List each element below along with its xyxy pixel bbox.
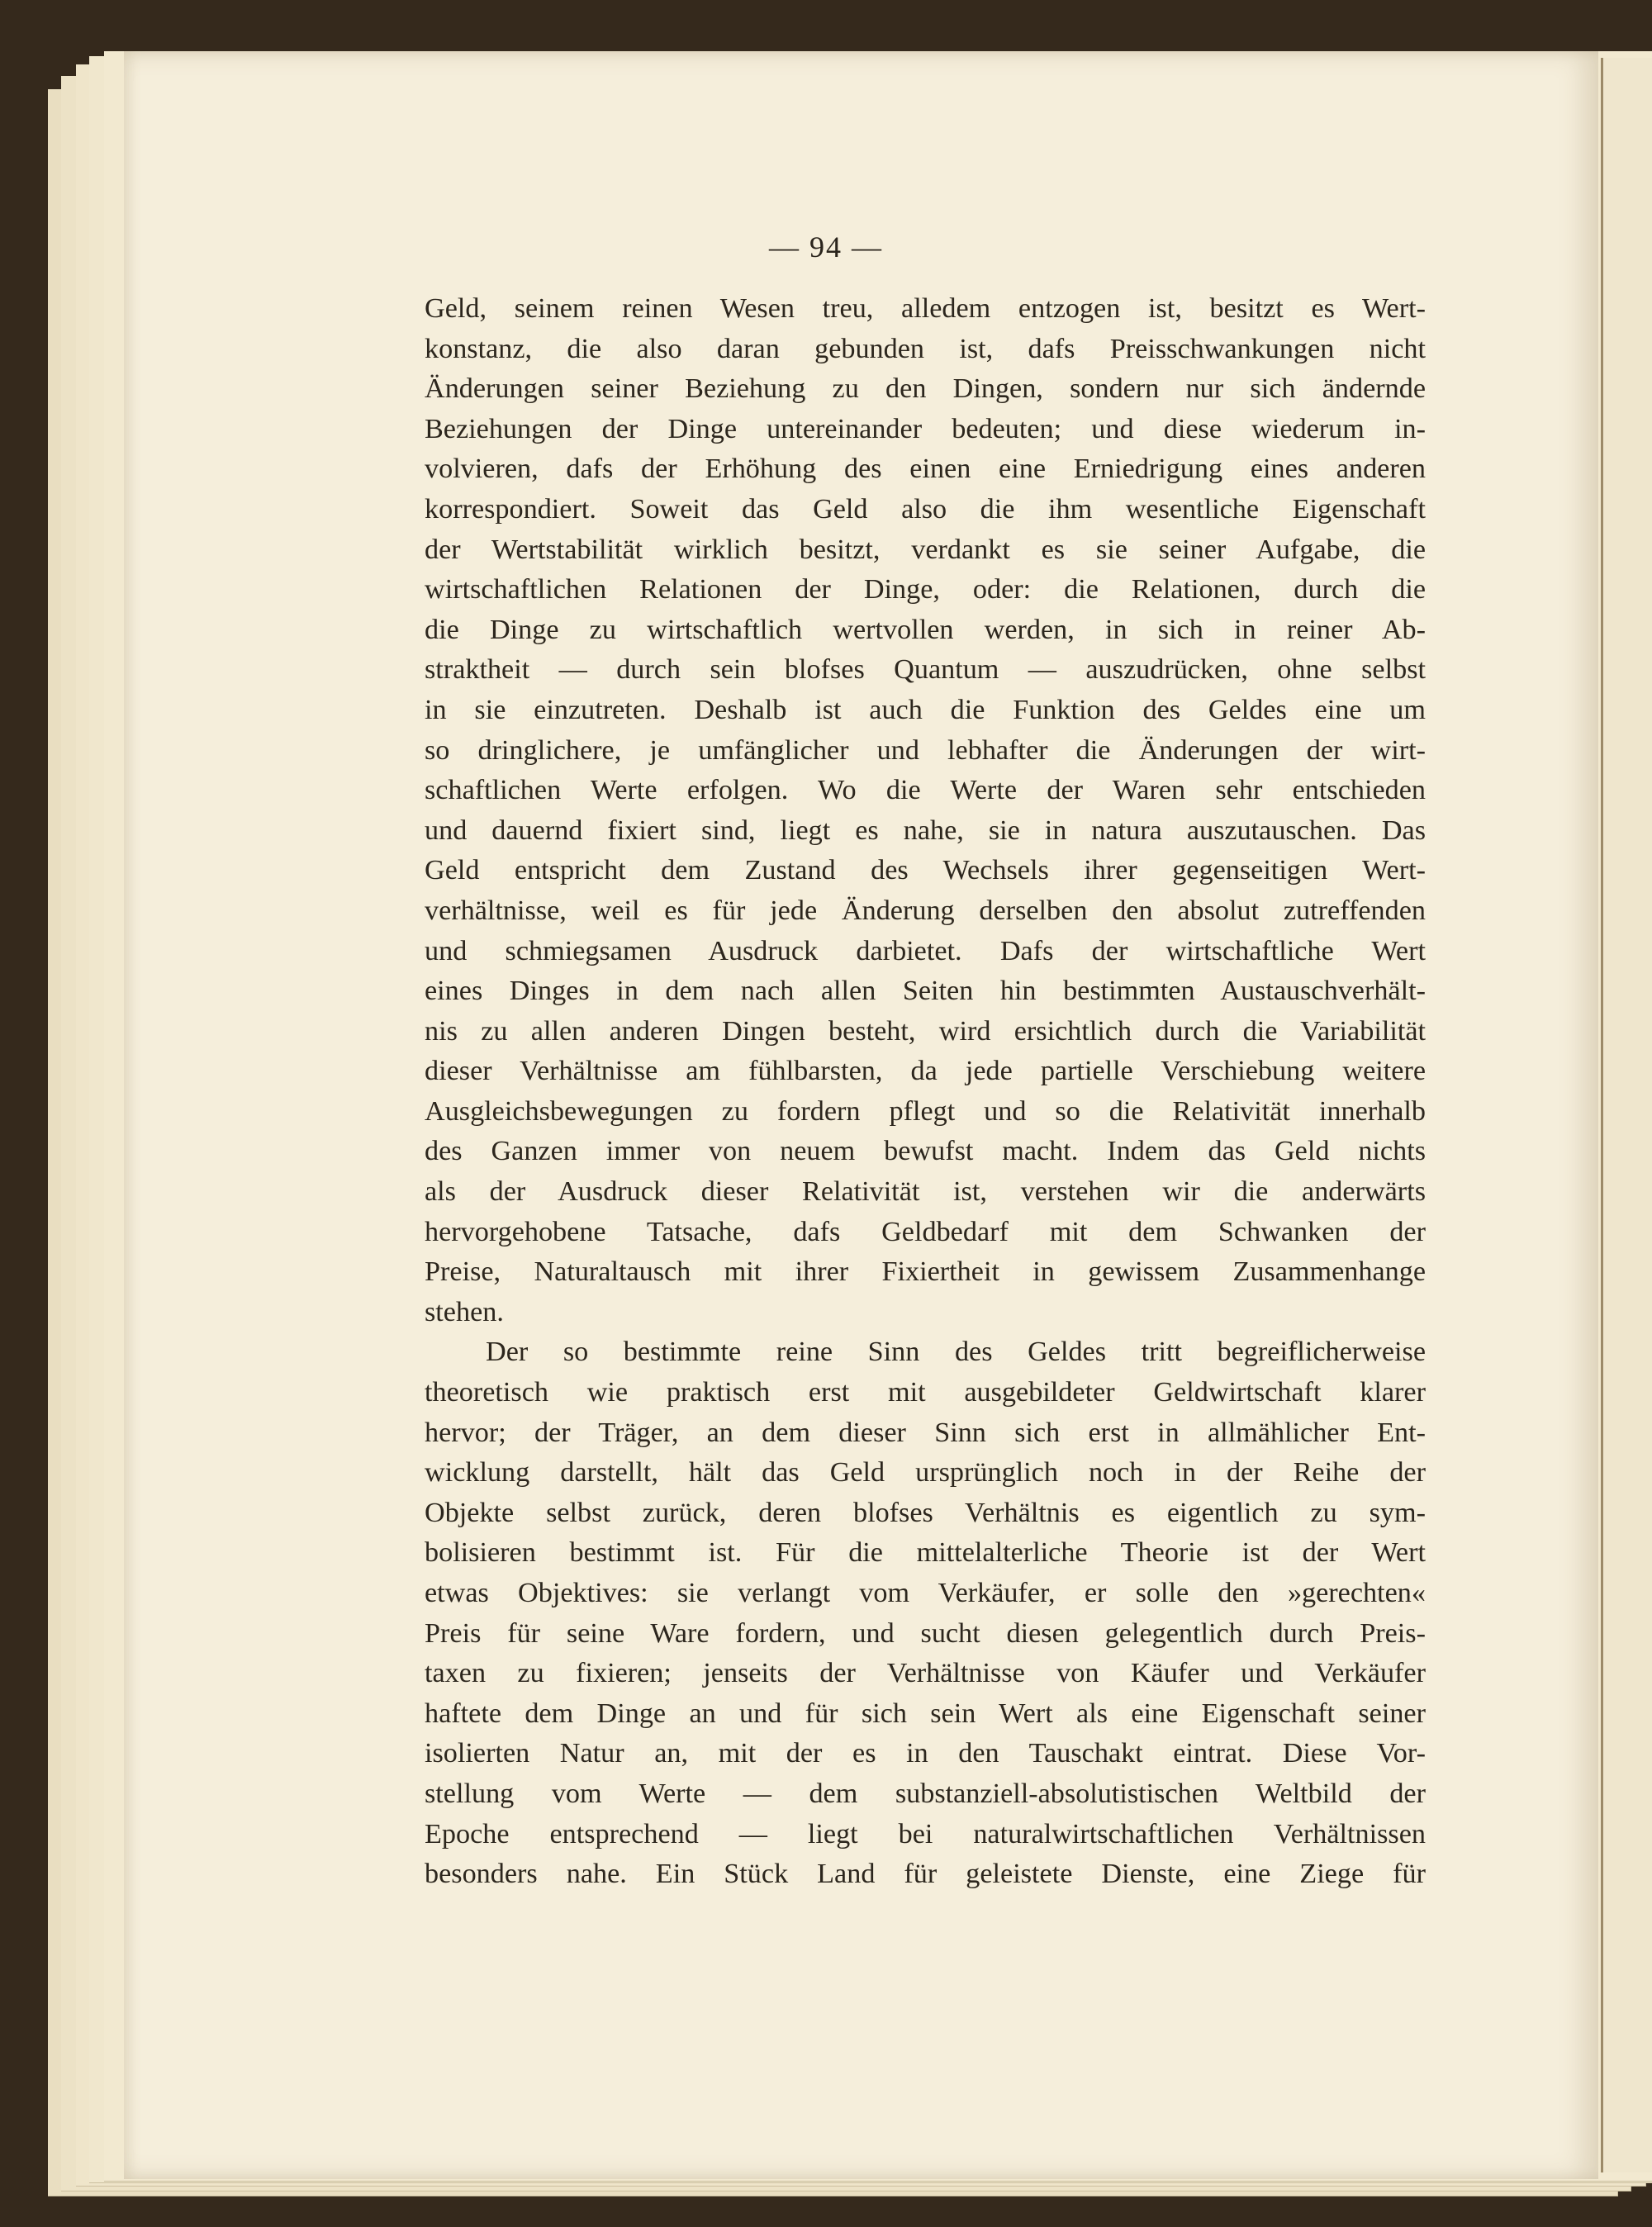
text-line: der Wertstabilität wirklich besitzt, verdankt es sie seiner Aufgabe, die [425, 534, 1426, 565]
text-line: etwas Objektives: sie verlangt vom Verkäufer, er solle den »gerechten« [425, 1578, 1426, 1608]
text-line: wicklung darstellt, hält das Geld ursprünglich noch in der Reihe der [425, 1457, 1426, 1489]
text-line: hervor; der Träger, an dem dieser Sinn sich erst in allmählicher Ent- [425, 1417, 1426, 1448]
text-line: Preise, Naturaltausch mit ihrer Fixiertheit in gewissem Zusammenhange [425, 1256, 1426, 1288]
text-line: des Ganzen immer von neuem bewufst macht. Indem das Geld nichts [425, 1136, 1426, 1167]
text-line: eines Dinges in dem nach allen Seiten hin bestimmten Austauschverhält- [425, 976, 1426, 1007]
text-line: und dauernd fixiert sind, liegt es nahe, sie in natura auszutauschen. Das [425, 814, 1426, 846]
text-line: Epoche entsprechend — liegt bei naturalwirtschaftlichen Verhältnissen [425, 1818, 1426, 1850]
text-line: isolierten Natur an, mit der es in den Tauschakt eintrat. Diese Vor- [425, 1738, 1426, 1769]
text-line: Preis für seine Ware fordern, und sucht diesen gelegentlich durch Preis- [425, 1617, 1426, 1649]
text-line: Objekte selbst zurück, deren blofses Verhältnis es eigentlich zu sym- [425, 1497, 1426, 1528]
text-line: nis zu allen anderen Dingen besteht, wird ersichtlich durch die Variabilität [425, 1015, 1426, 1047]
text-line: Änderungen seiner Beziehung zu den Dingen, sondern nur sich ändernde [425, 373, 1426, 405]
text-line: Geld entspricht dem Zustand des Wechsels ihrer gegenseitigen Wert- [425, 855, 1426, 886]
text-line: wirtschaftlichen Relationen der Dinge, oder: die Relationen, durch die [425, 574, 1426, 605]
text-line: stellung vom Werte — dem substanziell-absolutistischen Weltbild der [425, 1778, 1426, 1809]
text-line: taxen zu fixieren; jenseits der Verhältnisse von Käufer und Verkäufer [425, 1658, 1426, 1689]
text-line: besonders nahe. Ein Stück Land für geleistete Dienste, eine Ziege für [425, 1859, 1426, 1890]
text-line: und schmiegsamen Ausdruck darbietet. Dafs der wirtschaftliche Wert [425, 935, 1426, 966]
text-line: korrespondiert. Soweit das Geld also die ihm wesentliche Eigenschaft [425, 493, 1426, 525]
text-line: in sie einzutreten. Deshalb ist auch die Funktion des Geldes eine um [425, 694, 1426, 725]
text-line: so dringlichere, je umfänglicher und lebhafter die Änderungen der wirt- [425, 734, 1426, 766]
text-line: stehen. [425, 1296, 504, 1327]
text-line: straktheit — durch sein blofses Quantum — auszudrücken, ohne selbst [425, 654, 1426, 686]
text-line: konstanz, die also daran gebunden ist, dafs Preisschwankungen nicht [425, 333, 1426, 364]
text-line: Geld, seinem reinen Wesen treu, alledem entzogen ist, besitzt es Wert- [425, 293, 1426, 324]
text-line: haftete dem Dinge an und für sich sein Wert als eine Eigenschaft seiner [425, 1698, 1426, 1729]
text-line: Ausgleichsbewegungen zu fordern pflegt und so die Relativität innerhalb [425, 1095, 1426, 1127]
text-line: hervorgehobene Tatsache, dafs Geldbedarf mit dem Schwanken der [425, 1216, 1426, 1247]
text-line: volvieren, dafs der Erhöhung des einen eine Erniedrigung eines anderen [425, 453, 1426, 485]
paragraph [425, 289, 1426, 1332]
text-line: als der Ausdruck dieser Relativität ist, verstehen wir die anderwärts [425, 1176, 1426, 1208]
facing-page-edge [1601, 58, 1652, 2172]
text-line: schaftlichen Werte erfolgen. Wo die Werte der Waren sehr entschieden [425, 775, 1426, 806]
text-line: theoretisch wie praktisch erst mit ausgebildeter Geldwirtschaft klarer [425, 1377, 1426, 1408]
text-line: Beziehungen der Dinge untereinander bedeuten; und diese wiederum in- [425, 413, 1426, 444]
text-line: Der so bestimmte reine Sinn des Geldes tritt begreiflicherweise [486, 1337, 1426, 1368]
paragraph [425, 1332, 1426, 1894]
text-line: bolisieren bestimmt ist. Für die mittelalterliche Theorie ist der Wert [425, 1537, 1426, 1569]
page-number: — 94 — [769, 230, 883, 264]
text-line: dieser Verhältnisse am fühlbarsten, da jede partielle Verschiebung weitere [425, 1056, 1426, 1087]
text-line: die Dinge zu wirtschaftlich wertvollen werden, in sich in reiner Ab- [425, 614, 1426, 645]
text-line: verhältnisse, weil es für jede Änderung derselben den absolut zutreffenden [425, 895, 1426, 926]
body-text [425, 289, 1426, 1895]
